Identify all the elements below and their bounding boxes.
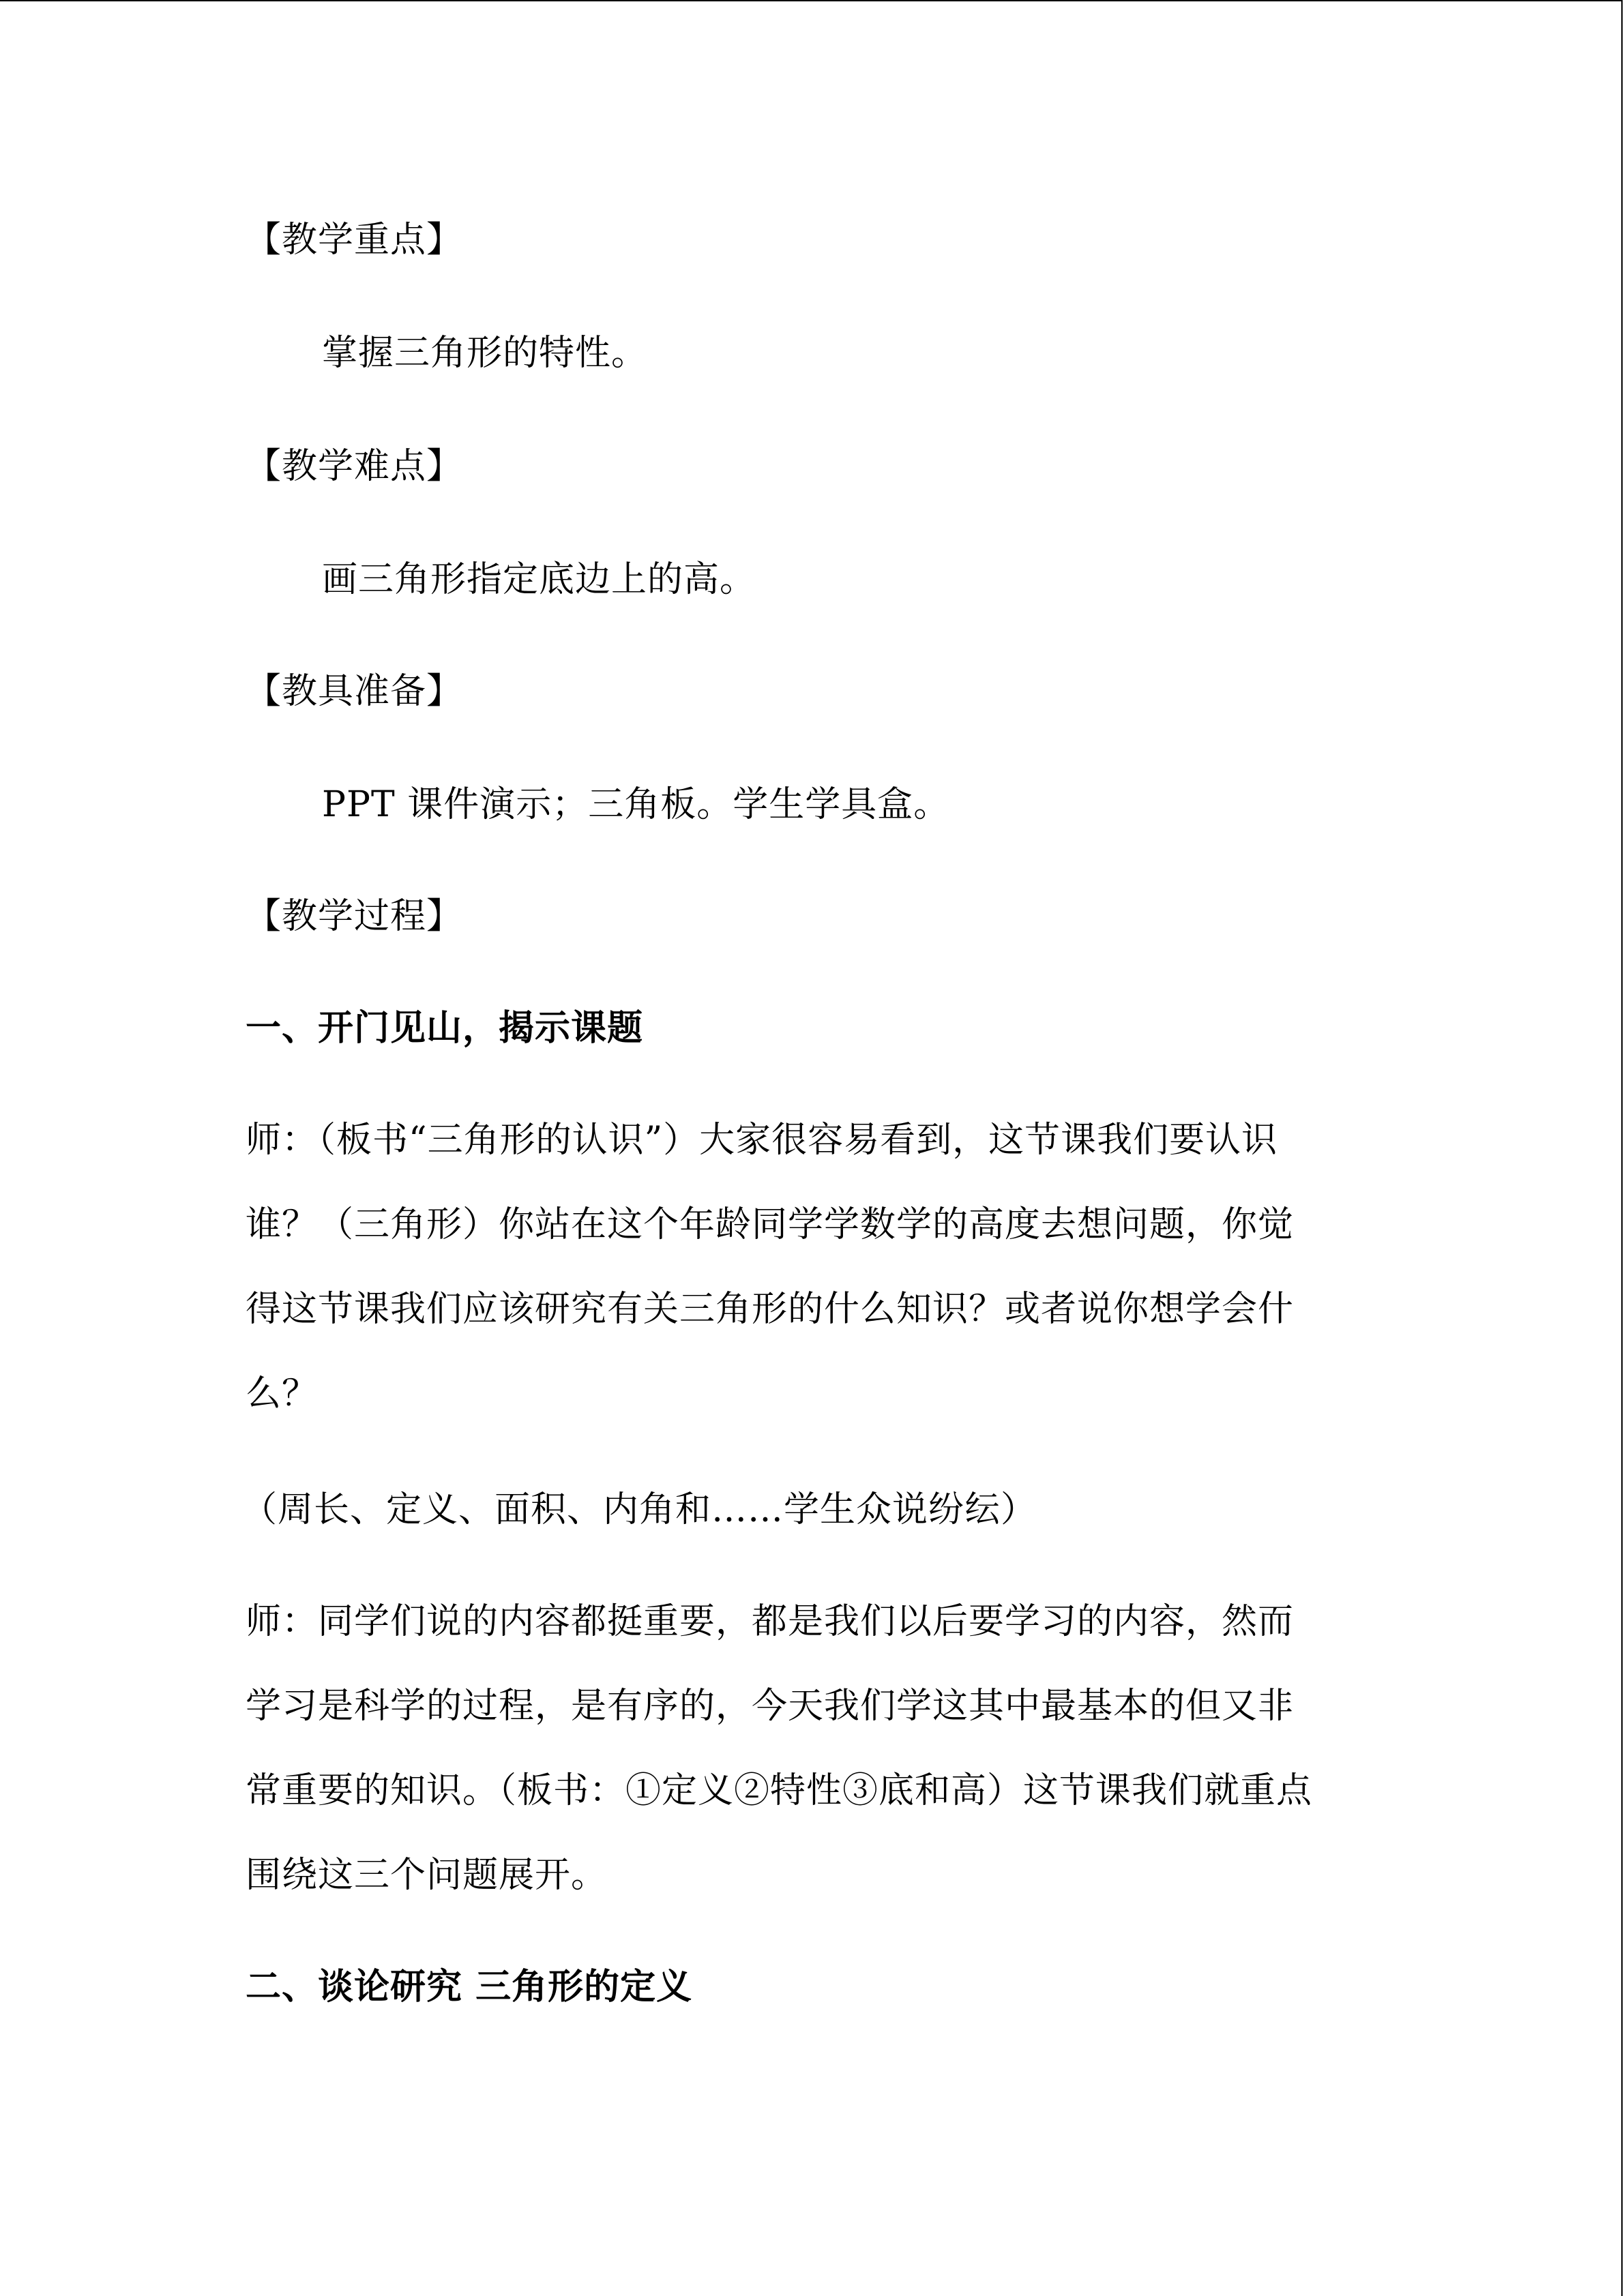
part1-paragraph-1: [246, 1098, 1378, 1436]
part1-paragraph-2: [246, 1579, 1378, 1918]
process-heading: 【教学过程】: [246, 896, 463, 937]
difficulty-heading: 【教学难点】: [246, 446, 463, 487]
paragraph-line: 师：（板书“三角形的认识”）大家很容易看到，这节课我们要认识: [246, 1120, 1278, 1161]
key-point-heading: 【教学重点】: [246, 220, 463, 260]
paragraph-line: 常重要的知识。（板书：①定义②特性③底和高）这节课我们就重点: [246, 1770, 1313, 1811]
part1-note: （周长、定义、面积、内角和……学生众说纷纭）: [241, 1489, 1037, 1530]
tools-heading: 【教具准备】: [246, 671, 463, 712]
difficulty-text: 画三角形指定底边上的高。: [322, 559, 756, 600]
paragraph-line: 学习是科学的过程，是有序的，今天我们学这其中最基本的但又非: [246, 1686, 1295, 1727]
key-point-text: 掌握三角形的特性。: [322, 333, 648, 374]
part1-heading: 一、开门见山，揭示课题: [246, 1007, 644, 1049]
paragraph-line: 围绕这三个问题展开。: [246, 1855, 608, 1896]
paragraph-line: 得这节课我们应该研究有关三角形的什么知识？或者说你想学会什: [246, 1289, 1295, 1330]
tools-text: PPT 课件演示；三角板。学生学具盒。: [322, 784, 950, 825]
part2-heading: 二、谈论研究 三角形的定义: [246, 1966, 693, 2008]
paragraph-line: 谁？（三角形）你站在这个年龄同学学数学的高度去想问题，你觉: [246, 1204, 1295, 1245]
paragraph-line: 师：同学们说的内容都挺重要，都是我们以后要学习的内容，然而: [246, 1601, 1295, 1642]
paragraph-line: 么？: [246, 1373, 319, 1414]
